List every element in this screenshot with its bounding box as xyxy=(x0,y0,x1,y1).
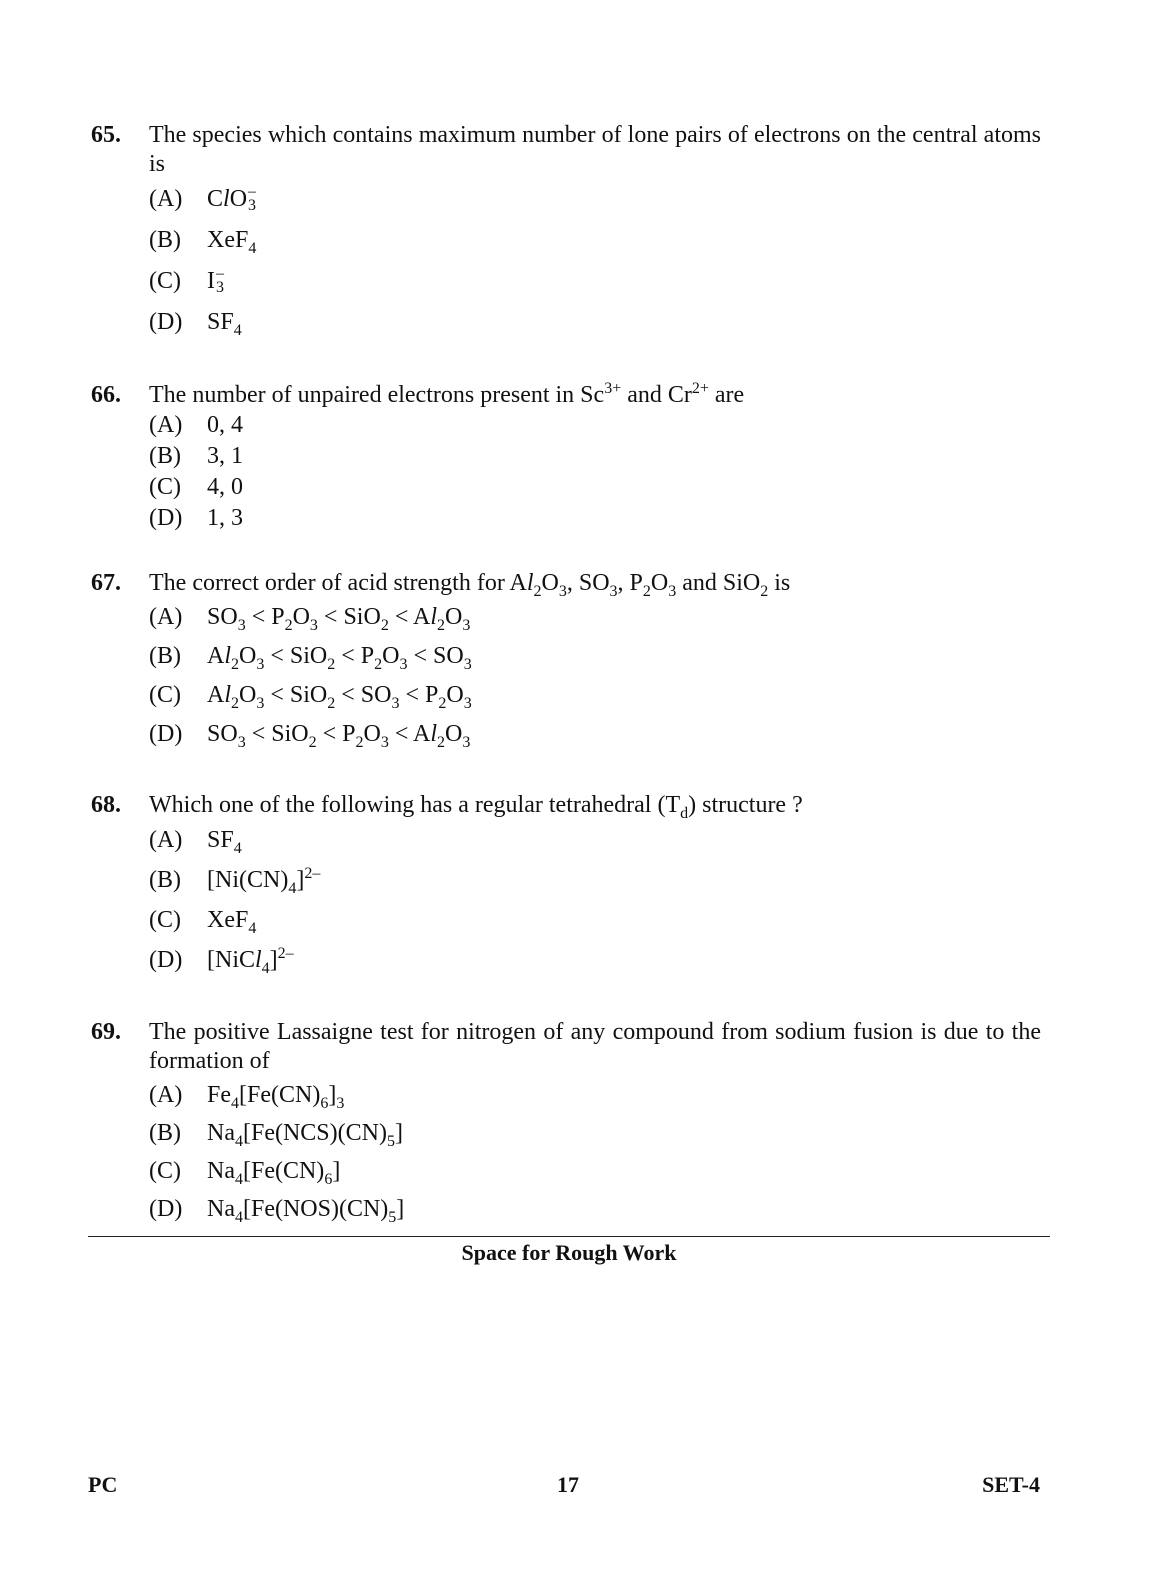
option-d xyxy=(149,503,1041,534)
option-label: (C) xyxy=(149,1158,181,1184)
option-label: (D) xyxy=(149,721,183,747)
question-text: The species which contains maximum number of lone pairs of electrons on the central atoms is xyxy=(149,122,1041,177)
option-a xyxy=(149,1076,1041,1114)
option-b xyxy=(149,441,1041,472)
option-b xyxy=(149,1114,1041,1152)
option-d xyxy=(149,302,1041,343)
option-b xyxy=(149,637,1041,676)
option-text: $SO_3 < P_2O_3 < SiO_2 < Al_2O_3$ xyxy=(207,604,471,634)
rough-work-label: Space for Rough Work xyxy=(461,1240,677,1265)
option-c xyxy=(149,900,1041,940)
option-a xyxy=(149,179,1041,220)
option-label: (D) xyxy=(149,1196,183,1222)
option-text: $SF_4$ xyxy=(207,827,242,857)
question-66 xyxy=(91,381,1041,534)
option-label: (B) xyxy=(149,867,181,893)
option-label: (D) xyxy=(149,947,183,973)
option-text: $Na_4[Fe(NOS)(CN)_5]$ xyxy=(207,1196,405,1226)
option-d xyxy=(149,940,1041,980)
option-text: $Al_2O_3 < SiO_2 < SO_3 < P_2O_3$ xyxy=(207,682,472,712)
option-text: $SO_3 < SiO_2 < P_2O_3 < Al_2O_3$ xyxy=(207,721,471,751)
option-label: (A) xyxy=(149,1082,183,1108)
option-text: $Na_4[Fe(NCS)(CN)_5]$ xyxy=(207,1120,403,1150)
question-number: 69. xyxy=(91,1019,121,1045)
option-d xyxy=(149,1190,1041,1228)
option-text: 4, 0 xyxy=(207,474,243,500)
option-label: (D) xyxy=(149,505,183,531)
option-list xyxy=(149,179,1041,343)
option-label: (A) xyxy=(149,186,183,212)
option-c xyxy=(149,1152,1041,1190)
rough-work-divider xyxy=(88,1236,1050,1237)
option-text: XeF$_4$ xyxy=(207,907,257,937)
option-label: (D) xyxy=(149,309,183,335)
option-list xyxy=(149,598,1041,754)
question-text: The positive Lassaigne test for nitrogen of any compound from sodium fusion is due to the formation of xyxy=(149,1019,1041,1074)
option-list xyxy=(149,410,1041,534)
footer-code: PC xyxy=(88,1472,118,1497)
option-text: 3, 1 xyxy=(207,443,243,469)
option-text: XeF$_4$ xyxy=(207,227,257,257)
option-label: (A) xyxy=(149,412,183,438)
page-number: 17 xyxy=(557,1472,579,1497)
option-label: (C) xyxy=(149,268,181,294)
question-67 xyxy=(91,569,1041,754)
question-number: 67. xyxy=(91,570,121,596)
option-label: (B) xyxy=(149,227,181,253)
question-65 xyxy=(91,121,1041,343)
option-label: (C) xyxy=(149,682,181,708)
option-text: $Fe_4[Fe(CN)_6]_3$ xyxy=(207,1082,345,1112)
option-text: ClO – 3 xyxy=(207,183,257,214)
question-text: The number of unpaired electrons present in $Sc^{3+}$ and $Cr^{2+}$ are xyxy=(149,380,745,408)
option-text: $Na_4[Fe(CN)_6]$ xyxy=(207,1158,341,1188)
question-text: Which one of the following has a regular tetrahedral $(T_d)$ structure ? xyxy=(149,792,803,822)
option-c xyxy=(149,472,1041,503)
option-label: (B) xyxy=(149,643,181,669)
option-label: (A) xyxy=(149,604,183,630)
option-text: $SF_4$ xyxy=(207,309,242,339)
option-d xyxy=(149,715,1041,754)
question-68 xyxy=(91,791,1041,980)
option-label: (B) xyxy=(149,443,181,469)
question-number: 65. xyxy=(91,122,121,148)
option-b xyxy=(149,860,1041,900)
option-text: 1, 3 xyxy=(207,505,243,531)
option-list xyxy=(149,820,1041,980)
footer-set: SET-4 xyxy=(982,1472,1040,1497)
option-a xyxy=(149,820,1041,860)
option-text: I – 3 xyxy=(207,265,224,296)
option-a xyxy=(149,598,1041,637)
option-list xyxy=(149,1076,1041,1228)
option-label: (B) xyxy=(149,1120,181,1146)
question-text: The correct order of acid strength for $Al_2O_3$, $SO_3$, $P_2O_3$ and SiO$_2$ is xyxy=(149,570,791,600)
question-number: 66. xyxy=(91,382,121,408)
question-69 xyxy=(91,1018,1041,1228)
option-text: $[Ni(CN)_4]^{2-}$ xyxy=(207,865,321,897)
question-number: 68. xyxy=(91,792,121,818)
option-text: 0, 4 xyxy=(207,412,243,438)
option-c xyxy=(149,676,1041,715)
option-label: (A) xyxy=(149,827,183,853)
option-label: (C) xyxy=(149,474,181,500)
option-text: $Al_2O_3 < SiO_2 < P_2O_3 < SO_3$ xyxy=(207,643,472,673)
option-b xyxy=(149,220,1041,261)
option-a xyxy=(149,410,1041,441)
option-c xyxy=(149,261,1041,302)
option-label: (C) xyxy=(149,907,181,933)
option-text: [NiCl$_4$]$^{2-}$ xyxy=(207,945,294,977)
